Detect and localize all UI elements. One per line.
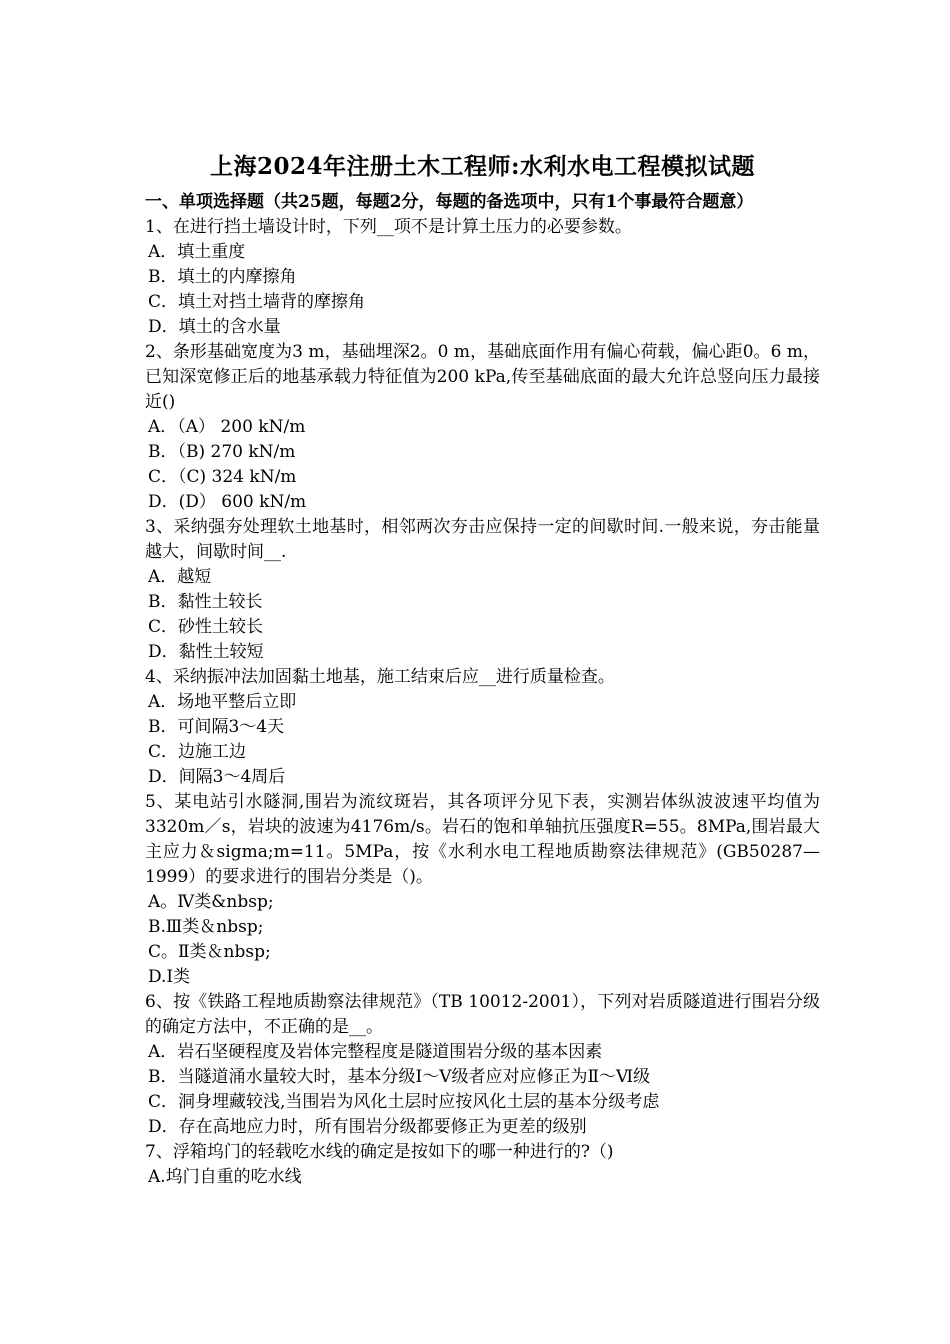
document-title: 上海2024年注册土木工程师:水利水电工程模拟试题	[209, 153, 755, 180]
question-stem: 4、采纳振冲法加固黏土地基，施工结束后应__进行质量检查。	[145, 667, 615, 687]
option-b: B．可间隔3～4天	[148, 717, 285, 737]
question-stem: 6、按《铁路工程地质勘察法律规范》（TB 10012-2001），下列对岩质隧道进行围岩分级的确定方法中，不正确的是__。	[145, 992, 820, 1037]
option-b: B.Ⅲ类＆nbsp;	[148, 917, 264, 937]
question-1	[145, 215, 820, 340]
option-b: B．黏性土较长	[148, 592, 263, 612]
document-body	[145, 150, 820, 1190]
question-4	[145, 665, 820, 790]
option-b: B．（B) 270 kN/m	[148, 442, 296, 462]
option-d: D．填土的含水量	[148, 317, 281, 337]
option-c: C。Ⅱ类＆nbsp;	[148, 942, 271, 962]
option-a: A．填土重度	[148, 242, 246, 262]
option-a: A。Ⅳ类&nbsp;	[148, 892, 274, 912]
option-a: A．（A） 200 kN/m	[148, 417, 306, 437]
option-d: D.Ⅰ类	[148, 967, 191, 987]
question-7	[145, 1140, 820, 1190]
question-stem: 7、浮箱坞门的轻载吃水线的确定是按如下的哪一种进行的?（)	[145, 1142, 614, 1162]
question-6	[145, 990, 820, 1140]
option-c: C．（C) 324 kN/m	[148, 467, 297, 487]
section-heading: 一、单项选择题（共25题，每题2分，每题的备选项中，只有1个事最符合题意）	[145, 192, 754, 212]
option-c: C．洞身埋藏较浅,当围岩为风化土层时应按风化土层的基本分级考虑	[148, 1092, 660, 1112]
question-3	[145, 515, 820, 665]
question-2	[145, 340, 820, 515]
option-c: C．填土对挡土墙背的摩擦角	[148, 292, 366, 312]
option-d: D．黏性土较短	[148, 642, 264, 662]
option-a: A．场地平整后立即	[148, 692, 297, 712]
option-a: A．岩石坚硬程度及岩体完整程度是隧道围岩分级的基本因素	[148, 1042, 603, 1062]
question-stem: 3、采纳强夯处理软土地基时，相邻两次夯击应保持一定的间歇时间.一般来说，夯击能量越大，间歇时间__.	[145, 517, 820, 562]
option-b: B．填土的内摩擦角	[148, 267, 297, 287]
question-5	[145, 790, 820, 990]
option-a: A．越短	[148, 567, 212, 587]
option-b: B．当隧道涌水量较大时，基本分级Ⅰ～Ⅴ级者应对应修正为Ⅱ～Ⅵ级	[148, 1067, 651, 1087]
option-d: D．(D） 600 kN/m	[148, 492, 307, 512]
question-stem: 5、某电站引水隧洞,围岩为流纹斑岩，其各项评分见下表，实测岩体纵波波速平均值为3320m／s，岩块的波速为4176m/s。岩石的饱和单轴抗压强度R=55。8MPa,围岩最大主应力＆sigma;m=11。5MPa，按《水利水电工程地质勘察法律规范》(GB50287—1999）的要求进行的围岩分类是（)。	[145, 792, 820, 887]
question-stem: 1、在进行挡土墙设计时，下列__项不是计算土压力的必要参数。	[145, 217, 632, 237]
option-d: D．存在高地应力时，所有围岩分级都要修正为更差的级别	[148, 1117, 587, 1137]
option-c: C．边施工边	[148, 742, 247, 762]
option-c: C．砂性土较长	[148, 617, 264, 637]
option-d: D．间隔3～4周后	[148, 767, 286, 787]
question-stem: 2、条形基础宽度为3 m，基础埋深2。0 m，基础底面作用有偏心荷载，偏心距0。6 m，已知深宽修正后的地基承载力特征值为200 kPa,传至基础底面的最大允许总竖向压力最接近()	[145, 342, 820, 412]
option-a: A.坞门自重的吃水线	[148, 1167, 302, 1187]
